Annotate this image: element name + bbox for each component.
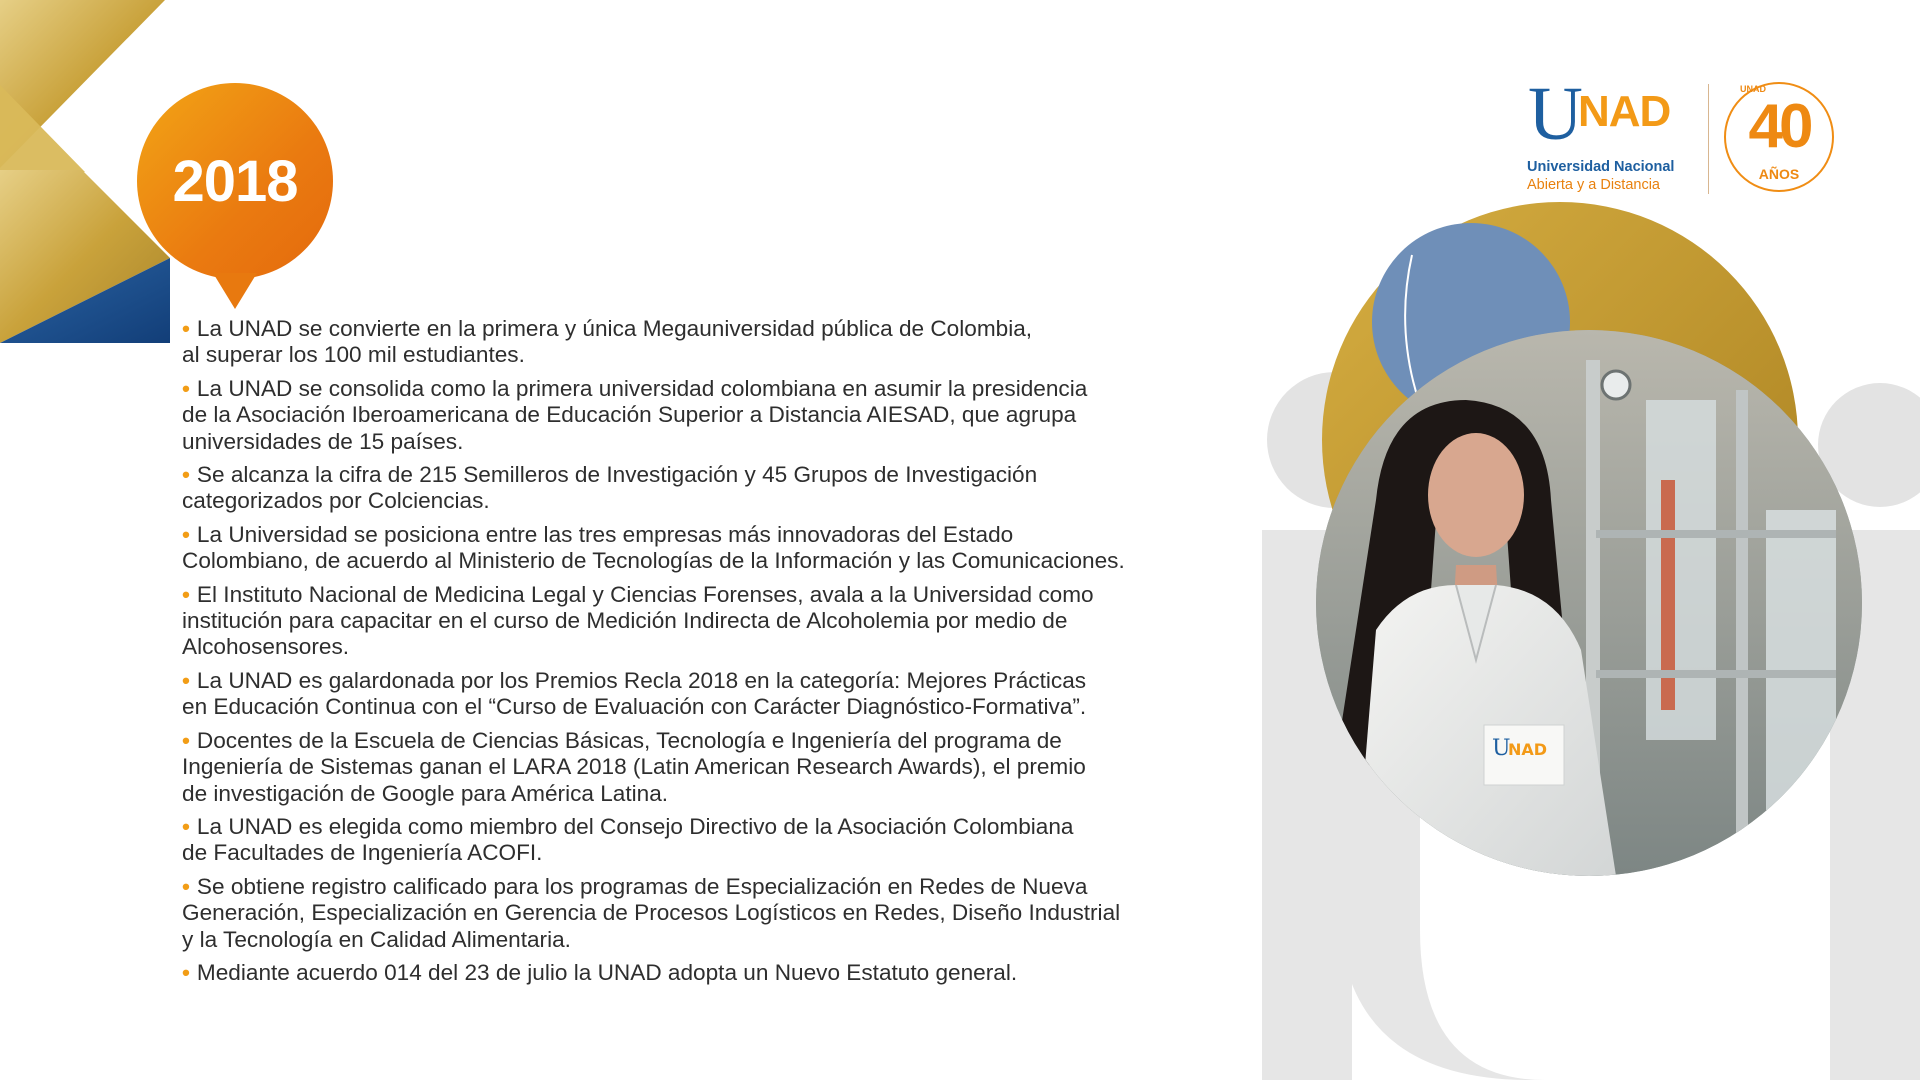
milestone-text: Mediante acuerdo 014 del 23 de julio la UNAD adopta un Nuevo Estatuto general. <box>196 959 1018 985</box>
logo-university-subtitle: Abierta y a Distancia <box>1527 177 1660 193</box>
student-lab-photo <box>1316 330 1862 876</box>
bullet-dot-icon: • <box>182 581 190 607</box>
year-badge <box>137 83 333 279</box>
anniversary-number: 40 <box>1748 92 1810 161</box>
logo-university-name: Universidad Nacional <box>1527 159 1675 175</box>
bullet-dot-icon: • <box>182 462 190 488</box>
milestone-item <box>182 462 1312 515</box>
bullet-dot-icon: • <box>182 375 190 401</box>
milestone-text: La Universidad se posiciona entre las tres empresas más innovadoras del Estado Colombiano, de acuerdo al Ministerio de Tecnologías de la Información y las Comunicaciones. <box>182 521 1125 574</box>
bullet-dot-icon: • <box>182 873 190 899</box>
milestone-item <box>182 874 1312 953</box>
svg-text:NAD: NAD <box>1508 740 1548 759</box>
logo-letters-nad: NAD <box>1578 87 1671 136</box>
milestones-list <box>182 316 1312 993</box>
bullet-dot-icon: • <box>182 959 190 985</box>
milestone-item <box>182 728 1312 807</box>
anniversary-word: AÑOS <box>1758 166 1800 182</box>
svg-text:U: U <box>1492 736 1511 761</box>
milestone-text: La UNAD se consolida como la primera universidad colombiana en asumir la presidencia de la Asociación Iberoamericana de Educación Superior a Distancia AIESAD, que agrupa universidades de 15 países. <box>182 375 1088 454</box>
unad-logo <box>1522 66 1842 196</box>
anniversary-brand: UNAD <box>1740 84 1766 94</box>
milestone-text: Se obtiene registro calificado para los programas de Especialización en Redes de Nueva Generación, Especialización en Gerencia de Procesos Logísticos en Redes, Diseño Industrial y la Tecnología en Calidad Alimentaria. <box>182 873 1121 952</box>
bullet-dot-icon: • <box>182 813 190 839</box>
milestone-text: Se alcanza la cifra de 215 Semilleros de Investigación y 45 Grupos de Investigación categorizados por Colciencias. <box>182 462 1038 514</box>
milestone-item <box>182 582 1312 661</box>
milestone-item <box>182 814 1312 867</box>
bullet-dot-icon: • <box>182 521 190 547</box>
milestone-text: La UNAD es elegida como miembro del Consejo Directivo de la Asociación Colombiana de Facultades de Ingeniería ACOFI. <box>182 813 1074 866</box>
logo-letter-u: U <box>1528 72 1583 156</box>
bullet-dot-icon: • <box>182 727 190 753</box>
milestone-item <box>182 960 1312 986</box>
photo-illustration <box>1316 330 1862 876</box>
milestone-text: El Instituto Nacional de Medicina Legal y Ciencias Forenses, avala a la Universidad como institución para capacitar en el curso de Medición Indirecta de Alcoholemia por medio de Alcohosensores. <box>182 581 1094 660</box>
bullet-dot-icon: • <box>182 316 190 341</box>
milestone-item <box>182 316 1312 369</box>
milestone-item <box>182 522 1312 575</box>
milestone-item <box>182 668 1312 721</box>
milestone-text: La UNAD se convierte en la primera y única Megauniversidad pública de Colombia, al superar los 100 mil estudiantes. <box>182 316 1033 368</box>
year-label: 2018 <box>172 148 298 214</box>
milestone-text: La UNAD es galardonada por los Premios Recla 2018 en la categoría: Mejores Prácticas en Educación Continua con el “Curso de Evaluación con Carácter Diagnóstico-Formativa”. <box>182 667 1087 720</box>
milestone-item <box>182 376 1312 455</box>
logo-divider <box>1708 84 1709 194</box>
bullet-dot-icon: • <box>182 667 190 693</box>
milestone-text: Docentes de la Escuela de Ciencias Básicas, Tecnología e Ingeniería del programa de Ingeniería de Sistemas ganan el LARA 2018 (Latin American Research Awards), el premio de investigación de Google para América Latina. <box>182 727 1086 806</box>
